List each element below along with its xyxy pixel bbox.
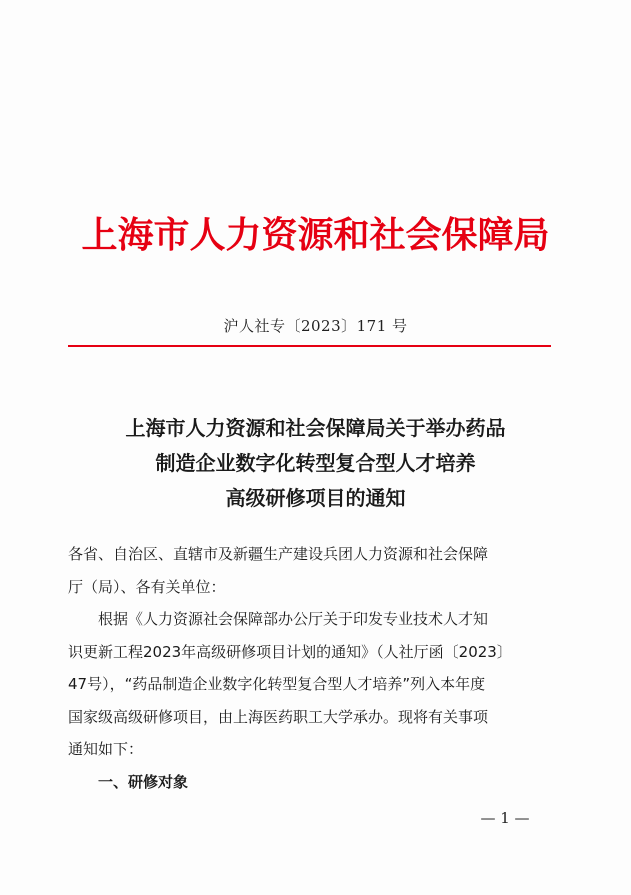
red-divider-line bbox=[68, 345, 551, 347]
paragraph-line-1: 根据《人力资源社会保障部办公厅关于印发专业技术人才知 bbox=[98, 610, 489, 628]
page-number: — 1 — bbox=[480, 809, 530, 827]
paragraph-line-3: 47号），“药品制造企业数字化转型复合型人才培养”列入本年度 bbox=[68, 675, 486, 693]
notice-title-line-2: 制造企业数字化转型复合型人才培养 bbox=[155, 451, 476, 475]
addressee-line-1: 各省、自治区、直辖市及新疆生产建设兵团人力资源和社会保障 bbox=[68, 545, 489, 563]
notice-title-line-1: 上海市人力资源和社会保障局关于举办药品 bbox=[125, 416, 506, 440]
paragraph-line-4: 国家级高级研修项目，由上海医药职工大学承办。现将有关事项 bbox=[68, 707, 489, 726]
notice-title bbox=[60, 411, 571, 516]
agency-header: 上海市人力资源和社会保障局 bbox=[81, 214, 550, 256]
section-heading: 一、研修对象 bbox=[98, 772, 189, 791]
notice-body bbox=[68, 538, 565, 798]
paragraph-line-2: 识更新工程2023年高级研修项目计划的通知》（人社厅函〔2023〕 bbox=[68, 642, 512, 661]
notice-title-line-3: 高级研修项目的通知 bbox=[225, 486, 406, 510]
addressee-line-2: 厅（局）、各有关单位： bbox=[68, 577, 226, 596]
paragraph-line-5: 通知如下： bbox=[68, 740, 144, 758]
document-number: 沪人社专〔2023〕171 号 bbox=[223, 317, 408, 335]
